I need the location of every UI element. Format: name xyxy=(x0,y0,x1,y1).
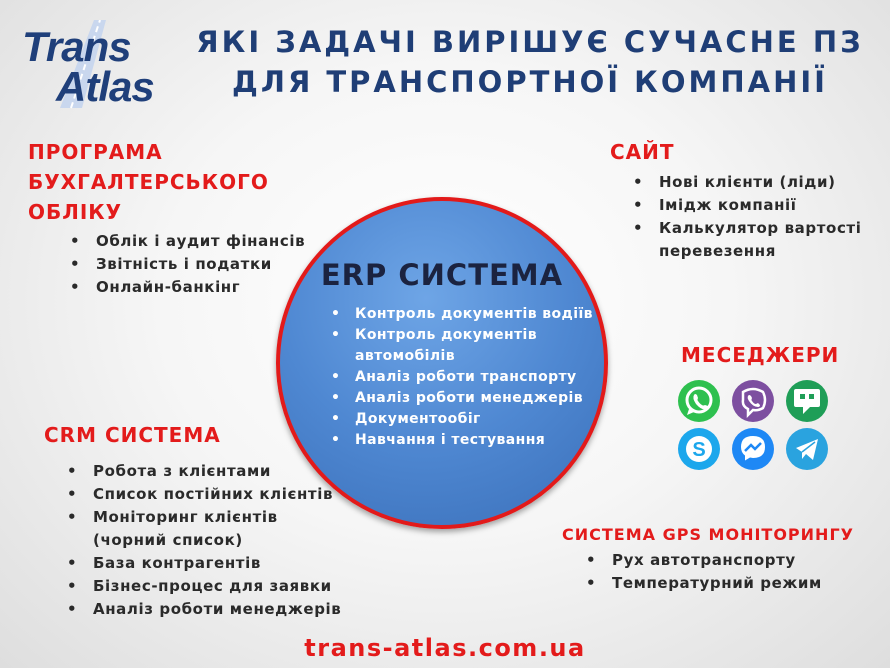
messengers-title: МЕСЕДЖЕРИ xyxy=(681,343,840,367)
crm-list xyxy=(93,460,368,621)
crm-title: CRM СИСТЕМА xyxy=(44,423,221,447)
crm-item: • Бізнес-процес для заявки xyxy=(93,575,368,598)
telegram-icon xyxy=(786,428,828,470)
viber-icon xyxy=(732,380,774,422)
accounting-title-line-3: ОБЛІКУ xyxy=(28,200,123,224)
gps-item: • Рух автотранспорту xyxy=(612,549,822,572)
site-item: • Калькулятор вартості перевезення xyxy=(659,217,869,263)
site-item: • Нові клієнти (ліди) xyxy=(659,171,879,194)
crm-item: • Список постійних клієнтів xyxy=(93,483,368,506)
page-title-line-1: ЯКІ ЗАДАЧІ ВИРІШУЄ СУЧАСНЕ ПЗ xyxy=(196,25,864,59)
erp-list xyxy=(355,304,595,451)
erp-title: ERP СИСТЕМА xyxy=(320,258,564,292)
accounting-title-line-2: БУХГАЛТЕРСЬКОГО xyxy=(28,170,269,194)
crm-item: • Моніторинг клієнтів (чорний список) xyxy=(93,506,328,552)
erp-item: • Аналіз роботи транспорту xyxy=(355,367,595,388)
site-item: • Імідж компанії xyxy=(659,194,879,217)
crm-item: • Робота з клієнтами xyxy=(93,460,368,483)
skype-icon xyxy=(678,428,720,470)
gps-item: • Температурний режим xyxy=(612,572,822,595)
gps-title: СИСТЕМА GPS МОНІТОРИНГУ xyxy=(562,525,854,544)
logo-text-trans: Trans xyxy=(22,23,131,70)
accounting-title-line-1: ПРОГРАМА xyxy=(28,140,163,164)
erp-item: • Контроль документів автомобілів xyxy=(355,325,595,367)
erp-item: • Документообіг xyxy=(355,409,595,430)
website-link[interactable]: trans-atlas.com.ua xyxy=(304,634,586,662)
messenger-icon xyxy=(732,428,774,470)
hangouts-icon xyxy=(786,380,828,422)
logo-text-atlas: Atlas xyxy=(56,63,154,110)
erp-item: • Аналіз роботи менеджерів xyxy=(355,388,595,409)
svg-text:S: S xyxy=(692,439,706,461)
accounting-list xyxy=(96,230,305,299)
erp-item: • Контроль документів водіїв xyxy=(355,304,595,325)
gps-list xyxy=(612,549,822,595)
erp-item: • Навчання і тестування xyxy=(355,430,595,451)
site-title: САЙТ xyxy=(610,140,675,164)
whatsapp-icon xyxy=(678,380,720,422)
site-list xyxy=(659,171,879,263)
accounting-item: • Звітність і податки xyxy=(96,253,305,276)
logo xyxy=(20,20,170,110)
page-title-line-2: ДЛЯ ТРАНСПОРТНОЇ КОМПАНІЇ xyxy=(232,65,828,99)
page-title xyxy=(190,22,870,102)
accounting-title xyxy=(28,137,269,227)
accounting-item: • Облік і аудит фінансів xyxy=(96,230,305,253)
crm-item: • Аналіз роботи менеджерів xyxy=(93,598,368,621)
accounting-item: • Онлайн-банкінг xyxy=(96,276,305,299)
crm-item: • База контрагентів xyxy=(93,552,368,575)
